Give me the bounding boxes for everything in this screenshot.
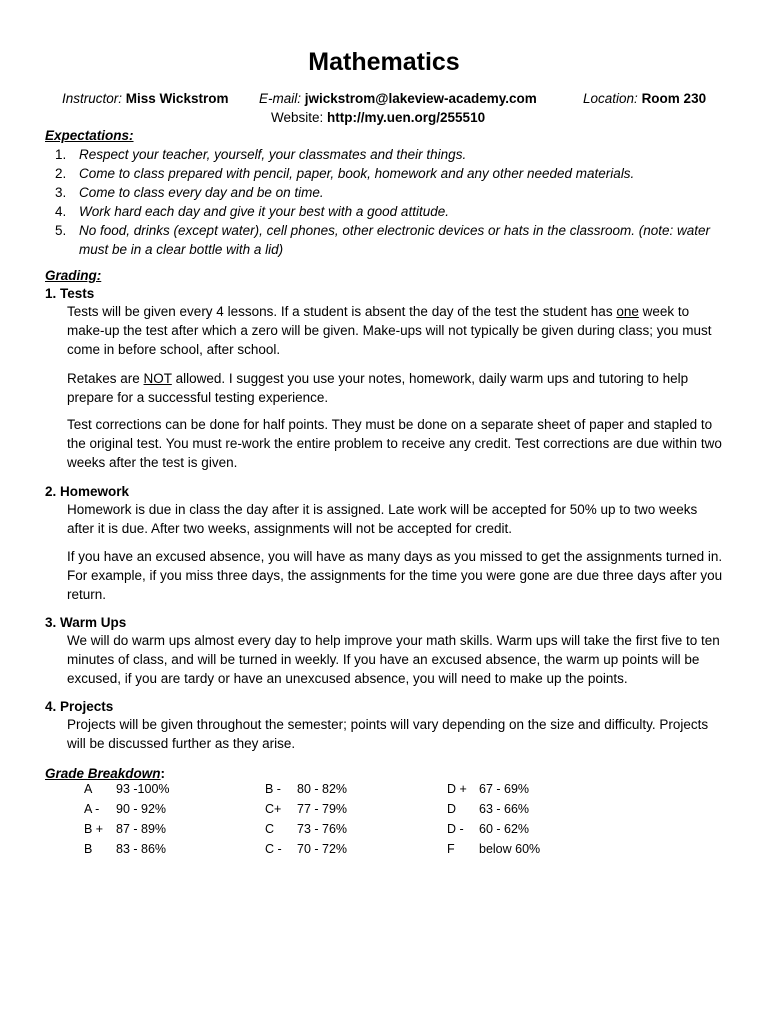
grade-entry: F below 60% bbox=[447, 842, 541, 856]
website-url: http://my.uen.org/255510 bbox=[327, 110, 486, 125]
grade-entry: A - 90 - 92% bbox=[84, 802, 167, 816]
projects-heading: 4. Projects bbox=[45, 699, 114, 714]
list-item: 3. Come to class every day and be on time. bbox=[55, 185, 324, 200]
list-item: 2. Come to class prepared with pencil, paper, book, homework and any other needed materials. bbox=[55, 166, 635, 181]
location-value: Room 230 bbox=[641, 91, 707, 106]
website-label: Website: bbox=[271, 110, 324, 125]
tests-paragraph-2: Retakes are NOT allowed. I suggest you use your notes, homework, daily warm ups and tutoring to help prepare for a successful testing experience. bbox=[67, 371, 689, 405]
grade-entry: D - 60 - 62% bbox=[447, 822, 530, 836]
homework-paragraph-2: If you have an excused absence, you will have as many days as you missed to get the assignments turned in. For example, if you miss three days, the assignments for the time you were gone are due three days after you return. bbox=[67, 549, 723, 602]
warmups-paragraph: We will do warm ups almost every day to help improve your math skills. Warm ups will take the first five to ten minutes of class, and will be turned in weekly. If you have an excused absence, the warm up points will be excused, if you are tardy or have an unexcused absence, you will need to make up the points. bbox=[67, 633, 720, 686]
tests-heading: 1. Tests bbox=[45, 286, 95, 301]
grade-entry: B 83 - 86% bbox=[84, 842, 167, 856]
grade-entry: B + 87 - 89% bbox=[84, 822, 167, 836]
tests-paragraph-1: Tests will be given every 4 lessons. If a student is absent the day of the test the student has one week to make-up the test after which a zero will be given. Make-ups will not typically be given during class; you must come in before school, after school. bbox=[67, 304, 712, 357]
grade-entry: D + 67 - 69% bbox=[447, 782, 530, 796]
location-label: Location: bbox=[583, 91, 638, 106]
grade-entry: C - 70 - 72% bbox=[265, 842, 348, 856]
list-item: 5. No food, drinks (except water), cell phones, other electronic devices or hats in the classroom. (note: water must be in a clear bottle with a lid) bbox=[55, 223, 711, 257]
email-label: E-mail: bbox=[259, 91, 302, 106]
expectations-heading: Expectations: bbox=[45, 128, 134, 143]
grade-entry: A 93 -100% bbox=[84, 782, 170, 796]
projects-paragraph: Projects will be given throughout the semester; points will vary depending on the size and difficulty. Projects will be discussed further as they arise. bbox=[67, 717, 709, 751]
homework-paragraph-1: Homework is due in class the day after it is assigned. Late work will be accepted for 50% up to two weeks after it is due. After two weeks, assignments will not be accepted for credit. bbox=[67, 502, 698, 536]
grading-heading: Grading: bbox=[45, 268, 102, 283]
page-title: Mathematics bbox=[308, 48, 460, 76]
grade-breakdown-heading: Grade Breakdown: bbox=[45, 766, 166, 781]
grade-entry: C+ 77 - 79% bbox=[265, 802, 348, 816]
instructor-line bbox=[62, 89, 228, 108]
warmups-heading: 3. Warm Ups bbox=[45, 615, 127, 630]
grade-entry: B - 80 - 82% bbox=[265, 782, 348, 796]
tests-paragraph-3: Test corrections can be done for half points. They must be done on a separate sheet of paper and stapled to the original test. You must re-work the entire problem to receive any credit. Test corrections are due within two weeks after the test is given. bbox=[67, 417, 722, 470]
expectations-list bbox=[45, 145, 735, 259]
homework-heading: 2. Homework bbox=[45, 484, 130, 499]
website-line bbox=[271, 108, 485, 127]
email-line bbox=[259, 89, 537, 108]
list-item: 1. Respect your teacher, yourself, your classmates and their things. bbox=[55, 147, 467, 162]
location-line bbox=[583, 89, 706, 108]
contact-info bbox=[0, 89, 768, 129]
grade-table bbox=[0, 780, 768, 860]
instructor-name: Miss Wickstrom bbox=[125, 91, 229, 106]
instructor-label: Instructor: bbox=[62, 91, 123, 106]
email-address: jwickstrom@lakeview-academy.com bbox=[304, 91, 537, 106]
grade-entry: D 63 - 66% bbox=[447, 802, 530, 816]
grade-entry: C 73 - 76% bbox=[265, 822, 348, 836]
list-item: 4. Work hard each day and give it your best with a good attitude. bbox=[55, 204, 449, 219]
